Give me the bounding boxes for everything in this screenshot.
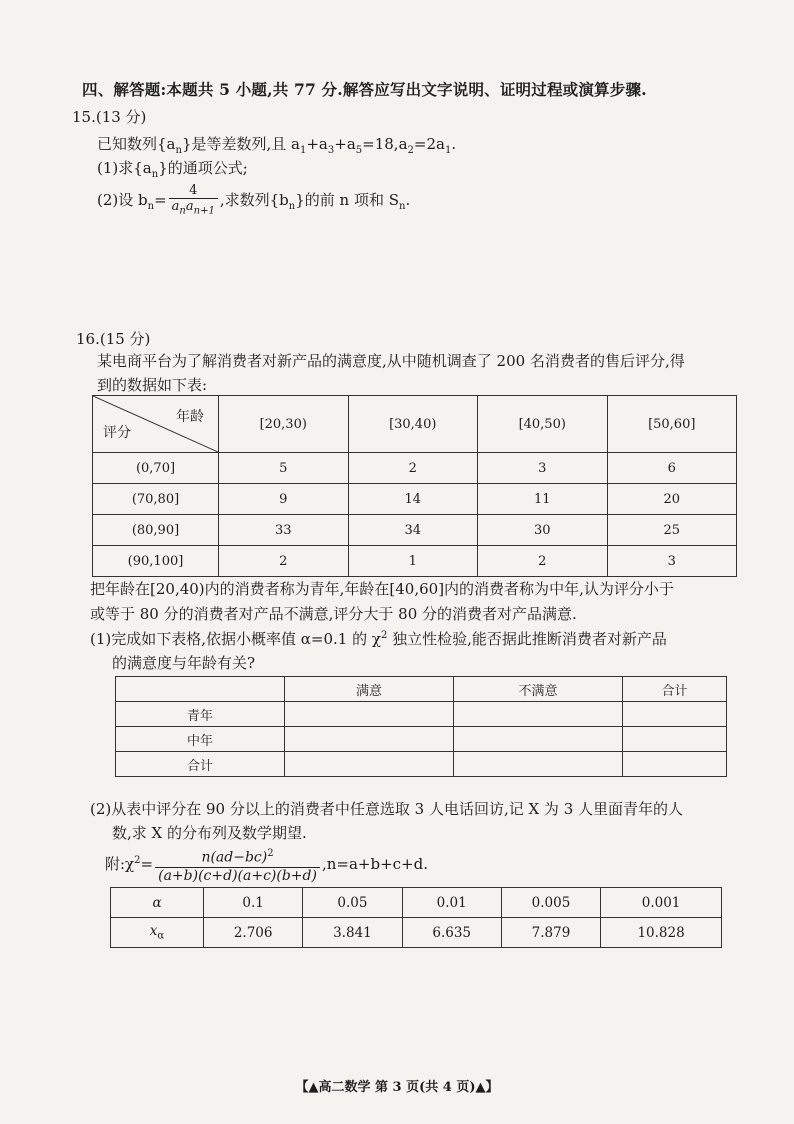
table-cell: 2 xyxy=(478,546,608,577)
table-row xyxy=(93,484,737,515)
section-header: 四、解答题:本题共 5 小题,共 77 分.解答应写出文字说明、证明过程或演算步骤. xyxy=(82,80,647,99)
table-cell: 0.1 xyxy=(204,888,303,918)
table-row xyxy=(116,702,727,727)
q15-stem: 已知数列$\{a_n\}$是等差数列,且 $a_1+a_3+a_5=18,a_2=2a_1$. xyxy=(97,135,457,156)
table-header-row xyxy=(116,677,727,702)
page-footer: 【▲高二数学 第 3 页(共 4 页)▲】 xyxy=(295,1080,499,1095)
q16-number: 16.(15 分) xyxy=(76,330,151,348)
table-row xyxy=(116,752,727,777)
q16-part2-line1: (2)从表中评分在 90 分以上的消费者中任意选取 3 人电话回访,记 X 为 3 人里面青年的人 xyxy=(90,800,684,818)
column-header: [50,60] xyxy=(607,396,737,453)
table-row xyxy=(93,515,737,546)
table-cell: 33 xyxy=(219,515,349,546)
table-cell: 0.01 xyxy=(402,888,501,918)
q15-number: 15.(13 分) xyxy=(72,108,147,126)
table-cell: 11 xyxy=(478,484,608,515)
table-cell: 14 xyxy=(348,484,478,515)
table-cell: 3.841 xyxy=(303,918,402,948)
q16-stem-line2: 到的数据如下表: xyxy=(97,376,208,394)
table-cell: 0.05 xyxy=(303,888,402,918)
q16-desc-line1: 把年龄在[20,40)内的消费者称为青年,年龄在[40,60]内的消费者称为中年,认为评分小于 xyxy=(90,580,674,598)
column-header xyxy=(116,677,285,702)
score-age-table xyxy=(92,395,737,577)
table-cell: 2 xyxy=(348,453,478,484)
table-cell: 6.635 xyxy=(402,918,501,948)
table-cell: 34 xyxy=(348,515,478,546)
table-row xyxy=(111,918,722,948)
corner-age-label: 年龄 xyxy=(176,409,204,425)
q16-part1-line1: (1)完成如下表格,依据小概率值 α=0.1 的 $\chi^2$ 独立性检验,能否据此推断消费者对新产品 xyxy=(90,630,667,648)
row-label: (90,100] xyxy=(93,546,219,577)
column-header: [20,30) xyxy=(219,396,349,453)
column-header: 合计 xyxy=(623,677,727,702)
formula-fraction: $\frac{n(ad-bc)^2}{(a+b)(c+d)(a+c)(b+d)}$ xyxy=(155,845,320,885)
table-row xyxy=(93,546,737,577)
blank-cell[interactable] xyxy=(285,702,454,727)
chi-square-formula: 附$:\chi^2=$ $\frac{n(ad-bc)^2}{(a+b)(c+d)(a+c)(b+d)}$ ,n=a+b+c+d. xyxy=(105,845,428,885)
table-row xyxy=(111,888,722,918)
table-cell: 2.706 xyxy=(204,918,303,948)
table-cell: 1 xyxy=(348,546,478,577)
row-label: 青年 xyxy=(116,702,285,727)
column-header: 不满意 xyxy=(454,677,623,702)
row-label: (70,80] xyxy=(93,484,219,515)
table-corner-cell xyxy=(93,396,219,453)
table-cell: 10.828 xyxy=(601,918,722,948)
contingency-table xyxy=(115,676,727,777)
blank-cell[interactable] xyxy=(285,752,454,777)
q15-part2: (2)设 $b_n=$ $\frac{4}{a_na_{n+1}}$ ,求数列$\{b_n\}$的前 n 项和 $S_n$. xyxy=(97,183,411,217)
blank-cell[interactable] xyxy=(454,702,623,727)
column-header: [30,40) xyxy=(348,396,478,453)
row-label: (0,70] xyxy=(93,453,219,484)
row-label: α xyxy=(111,888,204,918)
blank-cell[interactable] xyxy=(454,727,623,752)
q15-fraction: $\frac{4}{a_na_{n+1}}$ xyxy=(169,183,218,219)
table-row xyxy=(116,727,727,752)
blank-cell[interactable] xyxy=(623,702,727,727)
table-cell: 9 xyxy=(219,484,349,515)
blank-cell[interactable] xyxy=(454,752,623,777)
row-label: (80,90] xyxy=(93,515,219,546)
table-cell: 3 xyxy=(478,453,608,484)
table-cell: 3 xyxy=(607,546,737,577)
q16-desc-line2: 或等于 80 分的消费者对产品不满意,评分大于 80 分的消费者对产品满意. xyxy=(90,605,577,623)
row-label: $x_\alpha$ xyxy=(111,918,204,948)
table-cell: 20 xyxy=(607,484,737,515)
table-cell: 30 xyxy=(478,515,608,546)
table-row xyxy=(93,453,737,484)
critical-value-table xyxy=(110,887,722,948)
table-cell: 2 xyxy=(219,546,349,577)
table-cell: 0.005 xyxy=(501,888,600,918)
table-cell: 7.879 xyxy=(501,918,600,948)
blank-cell[interactable] xyxy=(623,752,727,777)
column-header: [40,50) xyxy=(478,396,608,453)
blank-cell[interactable] xyxy=(623,727,727,752)
row-label: 合计 xyxy=(116,752,285,777)
table-cell: 5 xyxy=(219,453,349,484)
q15-part1: (1)求$\{a_n\}$的通项公式; xyxy=(97,159,248,180)
table-cell: 0.001 xyxy=(601,888,722,918)
row-label: 中年 xyxy=(116,727,285,752)
table-cell: 25 xyxy=(607,515,737,546)
table-cell: 6 xyxy=(607,453,737,484)
corner-score-label: 评分 xyxy=(103,425,131,441)
q16-part1-line2: 的满意度与年龄有关? xyxy=(112,654,256,672)
q16-part2-line2: 数,求 X 的分布列及数学期望. xyxy=(112,824,307,842)
column-header: 满意 xyxy=(285,677,454,702)
q16-stem-line1: 某电商平台为了解消费者对新产品的满意度,从中随机调查了 200 名消费者的售后评分,得 xyxy=(97,352,685,370)
blank-cell[interactable] xyxy=(285,727,454,752)
